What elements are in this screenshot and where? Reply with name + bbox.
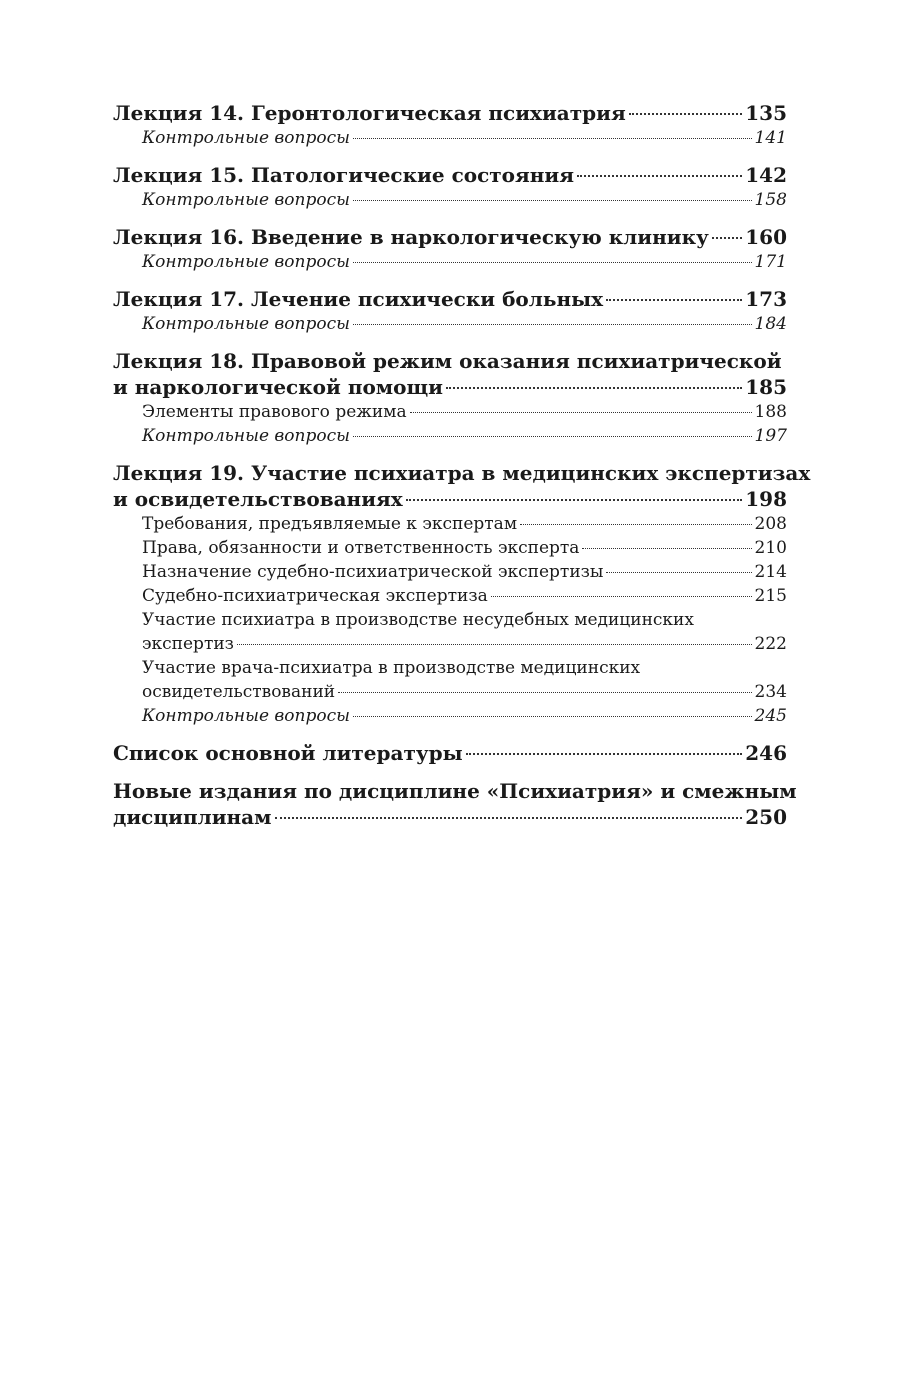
toc-page-number: 214 [754,562,787,582]
toc-page-number: 158 [754,190,787,210]
toc-chapter-entry[interactable] [113,460,811,512]
toc-page-number: 208 [754,514,787,534]
toc-section-entry[interactable] [113,608,787,656]
toc-entry-title: Назначение судебно-психиатрической экспертизы [142,562,604,582]
toc-entry-title-first-line: Лекция 18. Правовой режим оказания психиатрической [113,349,782,373]
toc-chapter-entry[interactable] [113,778,797,830]
toc-page-number: 173 [745,287,787,311]
toc-page-number: 215 [754,586,787,606]
toc-page-number: 198 [745,487,787,511]
toc-chapter-entry[interactable] [113,348,787,400]
toc-section-entry[interactable] [113,536,787,560]
table-of-contents [113,100,811,830]
toc-entry-title: Лекция 16. Введение в наркологическую клинику [113,225,709,249]
toc-entry-title: и освидетельствованиях [113,487,403,511]
toc-entry-title-first-line: Лекция 19. Участие психиатра в медицинских экспертизах [113,461,811,485]
toc-entry-title: Контрольные вопросы [142,252,350,272]
toc-entry-title: Контрольные вопросы [142,128,350,148]
toc-entry-title: Требования, предъявляемые к экспертам [142,514,518,534]
toc-entry-title-first-line: Участие врача-психиатра в производстве медицинских [142,658,641,678]
dot-leader [338,692,751,693]
dot-leader [712,237,742,239]
toc-section-entry[interactable] [113,424,787,448]
toc-section-entry[interactable] [113,584,787,608]
dot-leader [353,262,752,263]
toc-page-number: 188 [754,402,787,422]
toc-section-entry[interactable] [113,656,787,704]
toc-chapter-entry[interactable] [113,100,787,126]
toc-section-entry[interactable] [113,188,787,212]
dot-leader [606,572,751,573]
toc-page-number: 250 [745,805,787,829]
dot-leader [446,387,742,389]
dot-leader [406,499,743,501]
dot-leader [353,138,752,139]
toc-page-number: 135 [745,101,787,125]
toc-entry-title: и наркологической помощи [113,375,443,399]
toc-page-number: 210 [754,538,787,558]
toc-entry-title: Лекция 14. Геронтологическая психиатрия [113,101,626,125]
toc-entry-title: Элементы правового режима [142,402,407,422]
toc-chapter-entry[interactable] [113,224,787,250]
toc-section-entry[interactable] [113,704,787,728]
toc-section-entry[interactable] [113,400,787,424]
dot-leader [353,436,752,437]
toc-page-number: 245 [754,706,787,726]
toc-entry-title: экспертиз [142,634,234,654]
toc-section-entry[interactable] [113,560,787,584]
toc-page-number: 160 [745,225,787,249]
dot-leader [237,644,752,645]
toc-entry-title-first-line: Участие психиатра в производстве несудебных медицинских [142,610,694,630]
dot-leader [629,113,742,115]
dot-leader [353,324,752,325]
toc-entry-title: Контрольные вопросы [142,190,350,210]
toc-entry-title: Контрольные вопросы [142,314,350,334]
dot-leader [410,412,752,413]
toc-entry-title: Контрольные вопросы [142,426,350,446]
toc-page-number: 171 [754,252,787,272]
toc-chapter-entry[interactable] [113,162,787,188]
toc-entry-title: Список основной литературы [113,741,463,765]
toc-section-entry[interactable] [113,126,787,150]
dot-leader [520,524,752,525]
toc-page-number: 222 [754,634,787,654]
dot-leader [275,817,743,819]
toc-page-number: 184 [754,314,787,334]
dot-leader [353,200,752,201]
toc-chapter-entry[interactable] [113,286,787,312]
dot-leader [582,548,751,549]
toc-entry-title: освидетельствований [142,682,336,702]
dot-leader [353,716,752,717]
dot-leader [466,753,743,755]
toc-entry-title-first-line: Новые издания по дисциплине «Психиатрия» и смежным [113,779,797,803]
toc-page-number: 141 [754,128,787,148]
toc-entry-title: Лекция 15. Патологические состояния [113,163,575,187]
dot-leader [606,299,742,301]
toc-chapter-entry[interactable] [113,740,787,766]
toc-entry-title: Лекция 17. Лечение психически больных [113,287,604,311]
toc-page-number: 234 [754,682,787,702]
dot-leader [491,596,752,597]
toc-entry-title: Контрольные вопросы [142,706,350,726]
toc-entry-title: Судебно-психиатрическая экспертиза [142,586,488,606]
toc-page-number: 142 [745,163,787,187]
toc-page-number: 246 [745,741,787,765]
toc-section-entry[interactable] [113,312,787,336]
toc-page-number: 197 [754,426,787,446]
toc-entry-title: дисциплинам [113,805,272,829]
toc-section-entry[interactable] [113,250,787,274]
dot-leader [577,175,742,177]
toc-section-entry[interactable] [113,512,787,536]
toc-entry-title: Права, обязанности и ответственность эксперта [142,538,580,558]
toc-page-number: 185 [745,375,787,399]
